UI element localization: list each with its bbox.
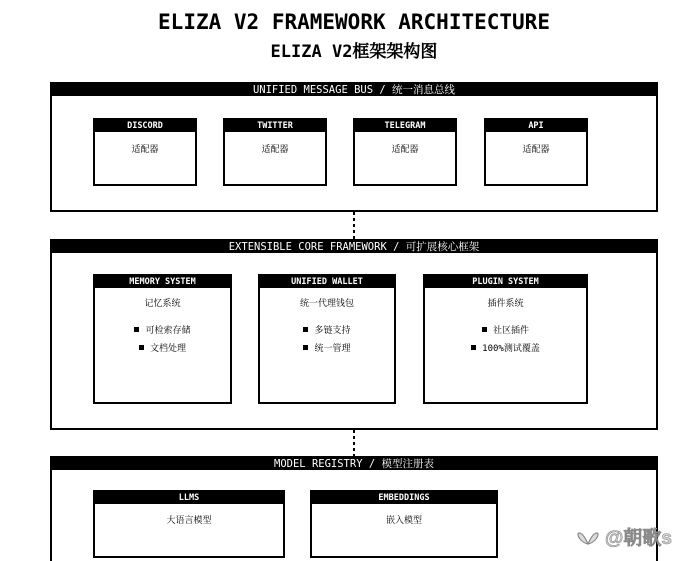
module-header-memory: MEMORY SYSTEM [95,276,230,288]
dotted-connector-core-to-models [353,430,355,456]
module-desc-twitter: 适配器 [261,145,289,155]
bullet-text: 100%测试覆盖 [482,344,540,354]
module-header-llms: LLMS [95,492,283,504]
module-discord [93,118,197,186]
module-llms [93,490,285,558]
bullet-text: 统一管理 [314,344,351,354]
module-header-twitter: TWITTER [225,120,325,132]
module-unified-wallet [258,274,396,404]
section-extensible-core-framework [50,239,658,430]
square-bullet-icon [303,345,308,350]
module-desc-embeddings: 嵌入模型 [385,516,422,526]
bullet-item [260,325,394,337]
square-bullet-icon [134,327,139,332]
section-header-core-framework: EXTENSIBLE CORE FRAMEWORK / 可扩展核心框架 [52,241,656,253]
bullet-item [95,325,230,337]
bullet-text: 社区插件 [492,326,529,336]
square-bullet-icon [471,345,476,350]
wechat-channels-icon [577,530,599,548]
module-desc-api: 适配器 [522,145,550,155]
watermark [577,527,672,551]
module-header-api: API [486,120,586,132]
module-desc-telegram: 适配器 [391,145,419,155]
module-embeddings [310,490,498,558]
bullet-text: 文档处理 [149,344,186,354]
module-plugin-system [423,274,588,404]
bullet-item [260,343,394,355]
module-memory-system [93,274,232,404]
section-model-registry [50,456,658,561]
module-desc-wallet: 统一代理钱包 [299,299,354,309]
watermark-text: @朝歌s [604,528,672,549]
square-bullet-icon [482,327,487,332]
diagram-subtitle: ELIZA V2框架架构图 [270,42,438,62]
module-header-plugin: PLUGIN SYSTEM [425,276,586,288]
square-bullet-icon [139,345,144,350]
module-desc-memory: 记忆系统 [144,299,181,309]
module-header-wallet: UNIFIED WALLET [260,276,394,288]
bullet-item [95,343,230,355]
bullet-text: 可检索存储 [145,326,191,336]
module-api [484,118,588,186]
section-unified-message-bus [50,82,658,212]
diagram-title: ELIZA V2 FRAMEWORK ARCHITECTURE [158,10,550,34]
dotted-connector-bus-to-core [353,212,355,239]
module-header-embeddings: EMBEDDINGS [312,492,496,504]
bullet-item [425,343,586,355]
module-desc-llms: 大语言模型 [166,516,212,526]
module-telegram [353,118,457,186]
module-twitter [223,118,327,186]
module-desc-plugin: 插件系统 [487,299,524,309]
module-header-telegram: TELEGRAM [355,120,455,132]
module-desc-discord: 适配器 [131,145,159,155]
module-header-discord: DISCORD [95,120,195,132]
bullet-text: 多链支持 [314,326,351,336]
section-header-message-bus: UNIFIED MESSAGE BUS / 统一消息总线 [52,84,656,96]
section-header-model-registry: MODEL REGISTRY / 模型注册表 [52,458,656,470]
bullet-item [425,325,586,337]
square-bullet-icon [303,327,308,332]
